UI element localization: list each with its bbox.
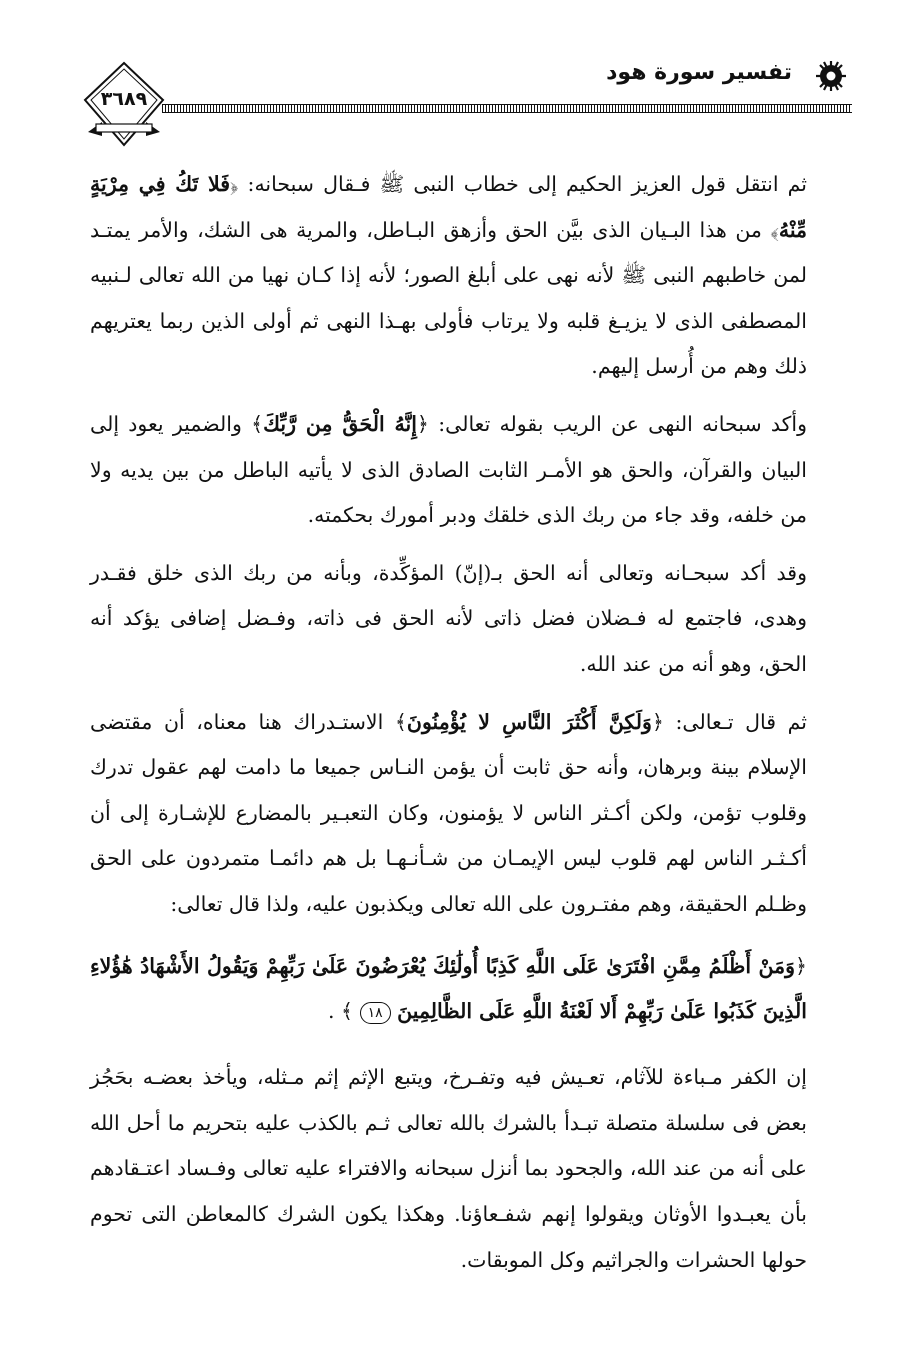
quran-verse: فَلا تَكُ فِي مِرْيَةٍ مِّنْهُ <box>90 172 807 242</box>
page-number-badge <box>82 60 166 148</box>
paragraph-2-body: والضمير يعود إلى البيان والقرآن، والحق هو الأمـر الثابت الصادق الذى لا يأتيه الباطل من بين يديه ولا من خلفه، وقد جاء من ربك الذى خلقك ودبر أمورك بحكمته. <box>90 411 807 528</box>
verse-close-bracket: ﴾ <box>394 709 407 734</box>
ayah-number-marker: ١٨ <box>360 1002 391 1024</box>
paragraph-2-lead: وأكد سبحانه النهى عن الريب بقوله تعالى: <box>428 411 808 436</box>
paragraph-1 <box>90 162 835 390</box>
paragraph-4 <box>90 700 835 928</box>
main-text <box>90 162 835 1283</box>
verse-close-bracket: ﴾ . <box>328 999 354 1024</box>
verse-close-bracket: ﴾ <box>251 411 264 436</box>
quran-quote-block <box>90 944 835 1035</box>
quran-verse: إِنَّهُ الْحَقُّ مِن رَّبِّكَ <box>263 411 417 436</box>
paragraph-3: وقد أكد سبحـانه وتعالى أنه الحق بـ(إنّ) المؤكِّدة، وبأنه من ربك الذى خلق فقـدر وهدى، فاجتمع له فـضلان فضل ذاتى لأنه الحق فى ذاته، وفـضل إضافى يؤكد أنه الحق، وهو أنه من عند الله. <box>90 560 807 676</box>
verse-close-bracket: ﴾ <box>770 217 779 242</box>
quran-verse: وَلَكِنَّ أَكْثَرَ النَّاسِ لا يُؤْمِنُونَ <box>406 709 652 734</box>
running-title: تفسير سورة هود <box>606 60 792 85</box>
ornament-icon <box>812 61 850 91</box>
paragraph-2 <box>90 402 835 539</box>
paragraph-1-body: من هذا البـيان الذى بيَّن الحق وأزهق البـاطل، والمرية هى الشك، والأمر يمتـد لمن خاطبهم النبى ﷺ لأنه نهى على أبلغ الصور؛ لأنه إذا كـان نهيا من الله تعالى لـنبيه المصطفى الذى لا يزيـغ قلبه ولا يرتاب فأولى بهـذا النهى ثم أولى الذين ربما يعتريهم ذلك وهم من أُرسل إليهم. <box>90 217 807 379</box>
paragraph-1-lead: ثم انتقل قول العزيز الحكيم إلى خطاب النبى ﷺ فـقال سبحانه: <box>238 172 807 196</box>
quran-verse: وَمَنْ أَظْلَمُ مِمَّنِ افْتَرَىٰ عَلَى اللَّهِ كَذِبًا أُولَٰئِكَ يُعْرَضُونَ عَلَىٰ رَبِّهِمْ وَيَقُولُ الأَشْهَادُ هَٰؤُلاءِ الَّذِينَ كَذَبُوا عَلَىٰ رَبِّهِمْ أَلا لَعْنَةُ اللَّهِ عَلَى الظَّالِمِينَ <box>90 953 807 1024</box>
paragraph-4-lead: ثم قال تـعالى: <box>663 709 807 734</box>
running-header <box>82 48 852 148</box>
page-number: ٣٦٨٩ <box>100 88 148 110</box>
header-rule <box>162 104 852 113</box>
verse-open-bracket: ﴿ <box>794 953 807 978</box>
verse-open-bracket: ﴿ <box>230 172 239 196</box>
paragraph-4-body: الاستـدراك هنا معناه، أن مقتضى الإسلام بينة وبرهان، وأنه حق ثابت أن يؤمن النـاس جميعا ما دامت لهم عقول تدرك وقلوب تؤمن، ولكن أكـثر الناس لا يؤمنون، وكان التعبـير بالمضارع للإشـارة إلى أن أكـثـر الناس لهم قلوب ليس الإيمـان من شـأنـهـا بل هم دائمـا متمردون على الحق وظـلم الحقيقة، وهم مفتـرون على الله تعالى ويكذبون عليه، ولذا قال تعالى: <box>90 709 807 916</box>
verse-open-bracket: ﴿ <box>651 709 664 734</box>
verse-open-bracket: ﴿ <box>416 411 429 436</box>
paragraph-5: إن الكفر مـباءة للآثام، تعـيش فيه وتفـرخ، ويتبع الإثم إثم مـثله، ويأخذ بعضـه بحَجُز بعض فى سلسلة متصلة تبـدأ بالشرك بالله تعالى ثـم بالكذب عليه بتحريم ما أحل الله على أنه من عند الله، والجحود بما أنزل سبحانه والافتراء عليه تعالى وفـساد اعتـقادهم بأن يعبـدوا الأوثان ويقولوا إنهم شفـعاؤنا. وهكذا يكون الشرك كالمعاطن التى تحوم حولها الحشرات والجراثيم وكل الموبقات. <box>90 1065 807 1272</box>
